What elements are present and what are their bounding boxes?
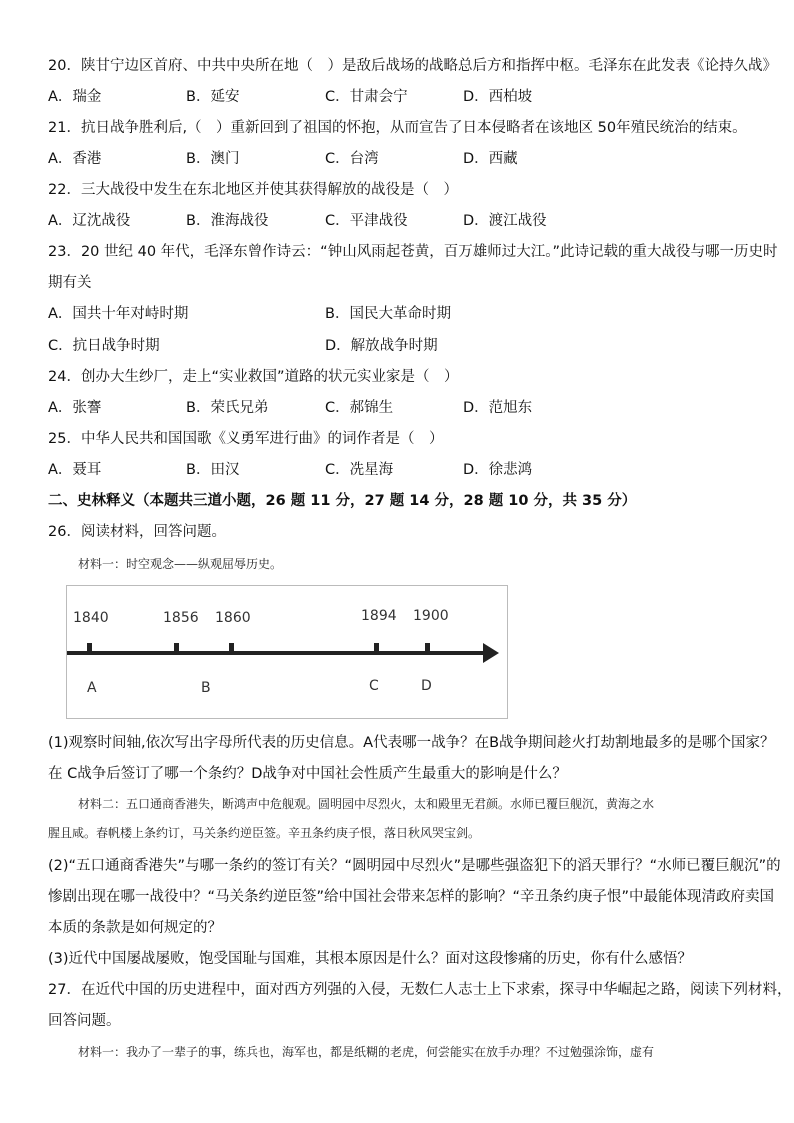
year-label-1856: 1856 (163, 610, 199, 626)
q22-option-a: A．辽沈战役 (48, 213, 131, 229)
q24-option-d: D．范旭东 (463, 400, 533, 416)
q27-material1: 材料一：我办了一辈子的事，练兵也，海军也，都是纸糊的老虎，何尝能实在放手办理？不过勉强涂饰，虚有 (78, 1045, 655, 1059)
letter-b: B (201, 680, 211, 696)
tick-1856 (174, 643, 179, 653)
tick-1894 (374, 643, 379, 653)
q21-option-d: D．西藏 (463, 151, 518, 167)
letter-a: A (87, 680, 97, 696)
q23-option-c: C．抗日战争时期 (48, 338, 160, 354)
letter-c: C (369, 678, 379, 694)
q24-stem: 24．创办大生纱厂，走上“实业救国”道路的状元实业家是（ ） (48, 369, 459, 385)
q22-stem: 22．三大战役中发生在东北地区并使其获得解放的战役是（ ） (48, 182, 458, 198)
q20-option-b: B．延安 (186, 89, 240, 105)
q21-option-b: B．澳门 (186, 151, 240, 167)
q26-material2-line2: 腥且咸。春帆楼上条约订，马关条约逆臣签。辛丑条约庚子恨，落日秋风哭宝剑。 (48, 826, 481, 840)
q22-option-c: C．平津战役 (325, 213, 408, 229)
q20-option-d: D．西柏坡 (463, 89, 533, 105)
q26-sub1-line2: 在 C战争后签订了哪一个条约？D战争对中国社会性质产生最重大的影响是什么？ (48, 766, 567, 782)
q25-option-a: A．聂耳 (48, 462, 102, 478)
q21-stem: 21．抗日战争胜利后,（ ）重新回到了祖国的怀抱，从而宣告了日本侵略者在该地区 50年殖民统治的结束。 (48, 120, 747, 136)
q21-option-a: A．香港 (48, 151, 102, 167)
q22-option-d: D．渡江战役 (463, 213, 547, 229)
section2-heading: 二、史林释义（本题共三道小题，26 题 11 分，27 题 14 分，28 题 10 分，共 35 分） (48, 493, 637, 509)
q24-option-b: B．荣氏兄弟 (186, 400, 269, 416)
q25-option-d: D．徐悲鸿 (463, 462, 533, 478)
q20-stem: 20．陕甘宁边区首府、中共中央所在地（ ）是敌后战场的战略总后方和指挥中枢。毛泽东在此发表《论持久战》 (48, 58, 777, 74)
timeline-arrowhead (483, 643, 499, 663)
tick-1900 (425, 643, 430, 653)
q27-stem-line2: 回答问题。 (48, 1013, 121, 1029)
q25-stem: 25．中华人民共和国国歌《义勇军进行曲》的词作者是（ ） (48, 431, 444, 447)
letter-d: D (421, 678, 432, 694)
q25-option-c: C．冼星海 (325, 462, 394, 478)
q27-stem-line1: 27．在近代中国的历史进程中，面对西方列强的入侵，无数仁人志士上下求索，探寻中华崛起之路，阅读下列材料， (48, 982, 792, 998)
q23-option-a: A．国共十年对峙时期 (48, 306, 189, 322)
year-label-1900: 1900 (413, 608, 449, 624)
q26-material2-line1: 材料二：五口通商香港失，断鸿声中危舰观。圆明园中尽烈火，太和殿里无君颜。水师已覆巨舰沉，黄海之水 (78, 797, 655, 811)
q26-sub2-line2: 惨剧出现在哪一战役中？“马关条约逆臣签”给中国社会带来怎样的影响？“辛丑条约庚子恨”中最能体现清政府卖国 (48, 889, 775, 905)
q20-option-c: C．甘肃会宁 (325, 89, 408, 105)
q22-option-b: B．淮海战役 (186, 213, 269, 229)
timeline-svg (67, 586, 507, 718)
tick-1840 (87, 643, 92, 653)
q26-sub2-line1: (2)“五口通商香港失”与哪一条约的签订有关？“圆明园中尽烈火”是哪些强盗犯下的滔天罪行？“水师已覆巨舰沉”的 (48, 858, 781, 874)
timeline-figure (66, 585, 508, 719)
q23-stem-line1: 23．20 世纪 40 年代，毛泽东曾作诗云：“钟山风雨起苍黄，百万雄师过大江。”此诗记载的重大战役与哪一历史时 (48, 244, 778, 260)
q24-option-c: C．郝锦生 (325, 400, 394, 416)
q25-option-b: B．田汉 (186, 462, 240, 478)
q26-material1-label: 材料一：时空观念——纵观屈辱历史。 (78, 557, 283, 571)
year-label-1894: 1894 (361, 608, 397, 624)
tick-1860 (229, 643, 234, 653)
q23-option-d: D．解放战争时期 (325, 338, 438, 354)
q24-option-a: A．张謇 (48, 400, 102, 416)
q26-sub1-line1: (1)观察时间轴,依次写出字母所代表的历史信息。A代表哪一战争？在B战争期间趁火打劫割地最多的是哪个国家？ (48, 735, 775, 751)
q20-option-a: A．瑞金 (48, 89, 102, 105)
q23-option-b: B．国民大革命时期 (325, 306, 451, 322)
year-label-1860: 1860 (215, 610, 251, 626)
q26-intro: 26．阅读材料，回答问题。 (48, 524, 226, 540)
q21-option-c: C．台湾 (325, 151, 379, 167)
q26-sub2-line3: 本质的条款是如何规定的？ (48, 920, 222, 936)
q26-sub3: (3)近代中国屡战屡败，饱受国耻与国难，其根本原因是什么？面对这段惨痛的历史，你有什么感悟？ (48, 951, 693, 967)
q23-stem-line2: 期有关 (48, 275, 92, 291)
year-label-1840: 1840 (73, 610, 109, 626)
